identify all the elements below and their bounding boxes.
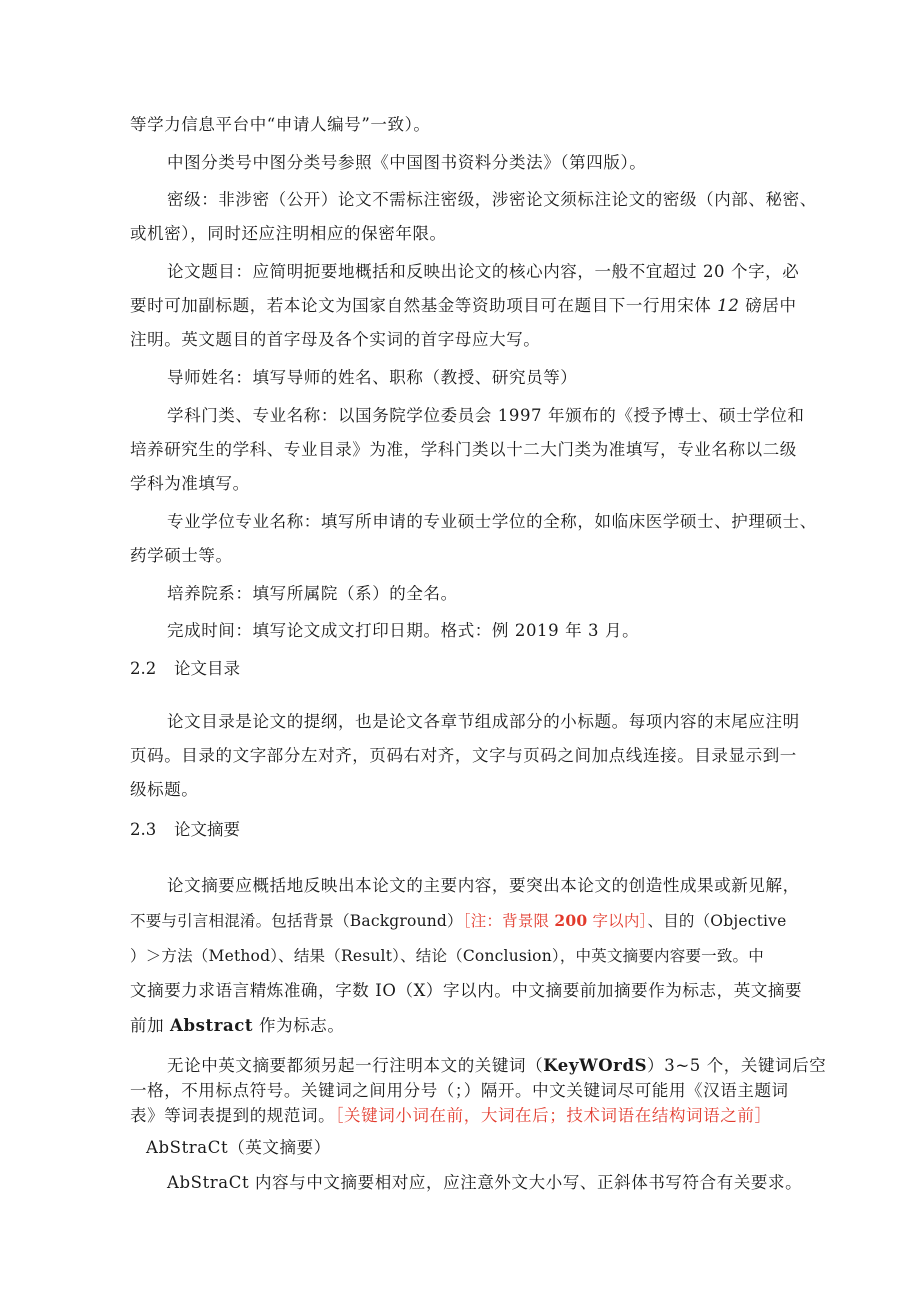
text-run: 、目的（Objective	[647, 912, 787, 930]
paragraph-abstract-line5	[130, 1015, 345, 1037]
paragraph-discipline-line1: 学科门类、专业名称：以国务院学位委员会 1997 年颁布的《授予博士、硕士学位和	[167, 406, 805, 425]
paragraph-keywords-line3	[130, 1105, 772, 1127]
char-limit-value: 200	[554, 911, 588, 930]
keywords-label: KeyWOrdS	[543, 1056, 648, 1075]
section-title: 论文摘要	[174, 820, 240, 839]
paragraph-abstract-line1: 论文摘要应概括地反映出本论文的主要内容，要突出本论文的创造性成果或新见解，	[167, 876, 800, 895]
section-title: 论文目录	[174, 659, 240, 678]
paragraph-discipline-line2: 培养研究生的学科、专业目录》为准，学科门类以十二大门类为准填写，专业名称以二级	[130, 440, 797, 459]
abstract-keyword: Abstract	[170, 1016, 254, 1035]
paragraph-abstract-line3: ）＞方法（Method）、结果（Result）、结论（Conclusion），中英文摘要内容要一致。中	[130, 947, 764, 965]
paragraph-toc-line2: 页码。目录的文字部分左对齐，页码右对齐，文字与页码之间加点线连接。目录显示到一	[130, 746, 797, 765]
section-heading-2-3	[130, 819, 240, 841]
text-run: 前加	[130, 1016, 171, 1035]
paragraph-classification-number: 中图分类号中图分类号参照《中国图书资料分类法》（第四版）。	[167, 153, 647, 172]
text-run: 要时可加副标题，若本论文为国家自然基金等资助项目可在题目下一行用宋体	[130, 296, 718, 315]
paragraph-department: 培养院系：填写所属院（系）的全名。	[167, 584, 458, 603]
text-run: 不要与引言相混淆。包括背景（Background）	[130, 912, 463, 930]
font-size-value: 12	[717, 296, 740, 315]
paragraph-professional-degree-line1: 专业学位专业名称：填写所申请的专业硕士学位的全称，如临床医学硕士、护理硕士、	[167, 512, 817, 531]
section-number: 2.3	[130, 820, 157, 839]
english-abstract-heading: AbStraCt（英文摘要）	[146, 1138, 331, 1157]
english-abstract-paragraph: AbStraCt 内容与中文摘要相对应，应注意外文大小写、正斜体书写符合有关要求。	[167, 1173, 803, 1192]
paragraph-secret-level-line2: 或机密），同时还应注明相应的保密年限。	[130, 224, 447, 243]
paragraph-toc-line3: 级标题。	[130, 780, 199, 799]
text-run: 字以内］	[587, 912, 648, 930]
paragraph-keywords-line1	[167, 1055, 826, 1077]
text-run: 无论中英文摘要都须另起一行注明本文的关键词（	[167, 1056, 544, 1075]
text-run: 磅居中	[739, 296, 797, 315]
text-run: 作为标志。	[253, 1016, 345, 1035]
paragraph-completion-date: 完成时间：填写论文成文打印日期。格式：例 2019 年 3 月。	[167, 621, 640, 640]
paragraph-professional-degree-line2: 药学硕士等。	[130, 546, 233, 565]
text-run: 表》等词表提到的规范词。	[130, 1106, 336, 1125]
section-number: 2.2	[130, 659, 157, 678]
paragraph-discipline-line3: 学科为准填写。	[130, 474, 250, 493]
paragraph-abstract-line4: 文摘要力求语言精炼准确，字数 IO（X）字以内。中文摘要前加摘要作为标志，英文摘要	[130, 981, 803, 1000]
text-run: ）3~5 个，关键词后空	[647, 1056, 827, 1075]
paragraph-abstract-line2	[130, 910, 787, 932]
paragraph-thesis-title-line1: 论文题目：应简明扼要地概括和反映出论文的核心内容，一般不宜超过 20 个字，必	[167, 262, 800, 281]
paragraph-advisor: 导师姓名：填写导师的姓名、职称（教授、研究员等）	[167, 368, 578, 387]
red-note	[463, 912, 648, 930]
paragraph-thesis-title-line3: 注明。英文题目的首字母及各个实词的首字母应大写。	[130, 330, 541, 349]
paragraph-thesis-title-line2	[130, 295, 797, 317]
red-note: ［关键词小词在前，大词在后；技术词语在结构词语之前］	[335, 1106, 772, 1125]
section-heading-2-2	[130, 658, 240, 680]
paragraph-toc-line1: 论文目录是论文的提纲，也是论文各章节组成部分的小标题。每项内容的末尾应注明	[167, 712, 800, 731]
paragraph-continuation: 等学力信息平台中“申请人编号”一致）。	[130, 115, 431, 134]
paragraph-keywords-line2: 一格，不用标点符号。关键词之间用分号（；）隔开。中文关键词尽可能用《汉语主题词	[130, 1081, 789, 1100]
paragraph-secret-level-line1: 密级：非涉密（公开）论文不需标注密级，涉密论文须标注论文的密级（内部、秘密、	[167, 190, 817, 209]
text-run: ［注：背景限	[462, 912, 555, 930]
